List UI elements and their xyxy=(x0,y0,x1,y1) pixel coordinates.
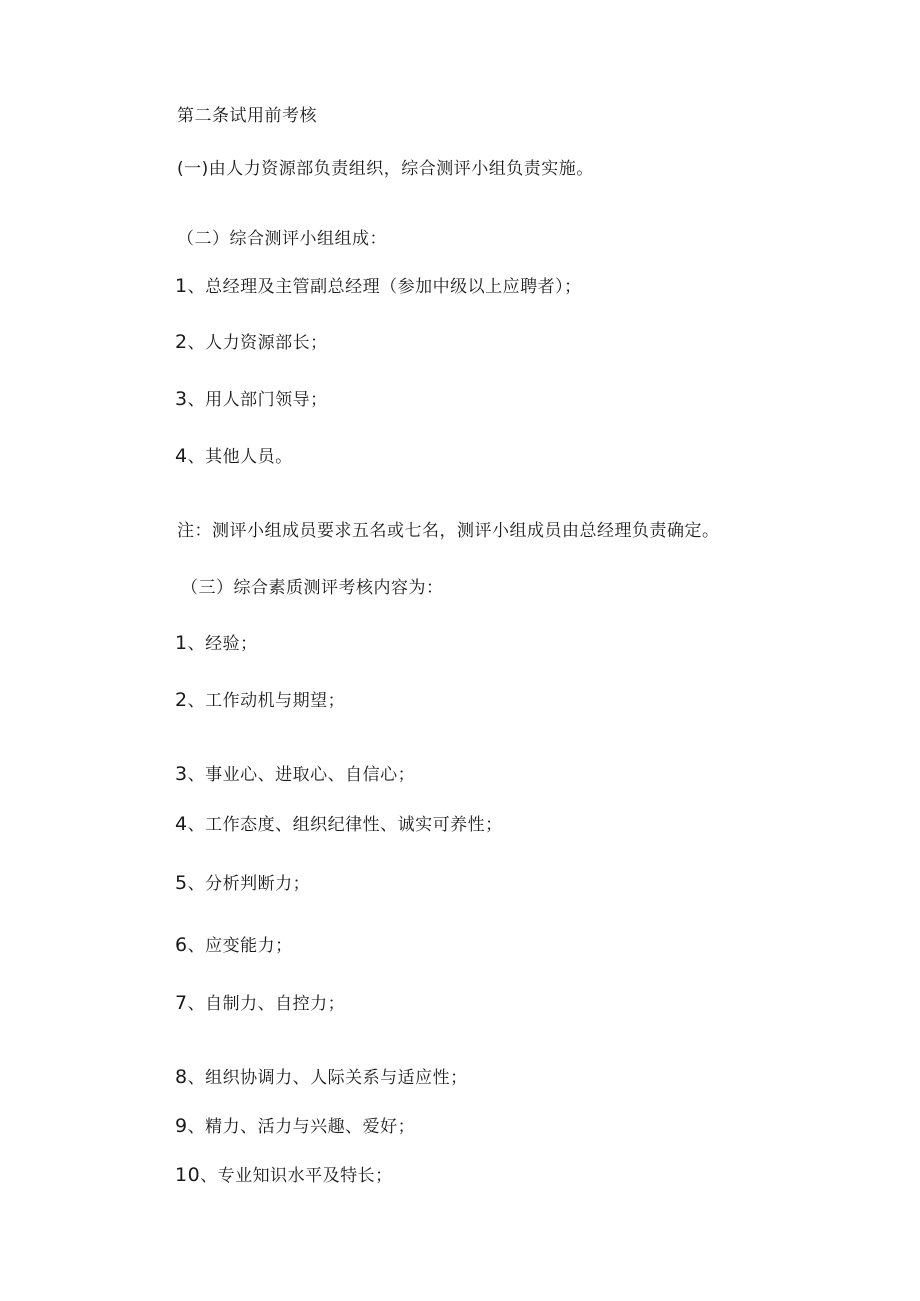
list-text: 、组织协调力、人际关系与适应性； xyxy=(187,1068,468,1088)
item-one-text: (一)由人力资源部负责组织，综合测评小组负责实施。 xyxy=(177,159,594,179)
assessment-item xyxy=(175,813,503,836)
note-text: 注：测评小组成员要求五名或七名，测评小组成员由总经理负责确定。 xyxy=(177,521,720,541)
list-number: 6 xyxy=(175,934,188,956)
list-text: 、精力、活力与兴趣、爱好； xyxy=(187,1117,416,1137)
list-text: 、自制力、自控力； xyxy=(187,994,346,1014)
list-text: 、总经理及主管副总经理（参加中级以上应聘者）； xyxy=(187,277,582,297)
list-number: 4 xyxy=(175,445,188,467)
list-text: 、事业心、进取心、自信心； xyxy=(187,765,416,785)
list-text: 、用人部门领导； xyxy=(187,390,328,410)
panel-member-item xyxy=(175,275,582,298)
panel-member-item xyxy=(175,445,293,468)
list-number: 3 xyxy=(175,763,188,785)
article-title: 第二条试用前考核 xyxy=(177,106,317,126)
list-text: 、人力资源部长； xyxy=(187,333,328,353)
list-number: 7 xyxy=(175,992,188,1014)
list-text: 、应变能力； xyxy=(187,936,293,956)
list-number: 3 xyxy=(175,388,188,410)
list-number: 1 xyxy=(175,275,188,297)
assessment-item xyxy=(175,992,345,1015)
list-number: 5 xyxy=(175,872,188,894)
assessment-item xyxy=(175,1115,415,1138)
assessment-item xyxy=(175,763,415,786)
assessment-item xyxy=(175,1164,393,1187)
list-number: 2 xyxy=(175,689,188,711)
panel-member-item xyxy=(175,331,328,354)
list-text: 、工作态度、组织纪律性、诚实可养性； xyxy=(187,815,503,835)
assessment-item xyxy=(175,689,345,712)
list-number: 9 xyxy=(175,1115,188,1137)
assessment-item xyxy=(175,934,293,957)
panel-member-item xyxy=(175,388,328,411)
list-text: 、经验； xyxy=(187,634,258,654)
list-number: 2 xyxy=(175,331,188,353)
list-number: 10 xyxy=(175,1164,201,1186)
list-text: 、专业知识水平及特长； xyxy=(200,1166,393,1186)
assessment-item xyxy=(175,1066,468,1089)
list-text: 、其他人员。 xyxy=(187,447,293,467)
item-three-heading: （三）综合素质测评考核内容为： xyxy=(181,578,444,598)
assessment-item xyxy=(175,872,310,895)
list-text: 、工作动机与期望； xyxy=(187,691,346,711)
list-number: 1 xyxy=(175,632,188,654)
assessment-item xyxy=(175,632,258,655)
item-two-heading: （二）综合测评小组组成： xyxy=(177,229,387,249)
list-number: 8 xyxy=(175,1066,188,1088)
list-text: 、分析判断力； xyxy=(187,874,311,894)
list-number: 4 xyxy=(175,813,188,835)
